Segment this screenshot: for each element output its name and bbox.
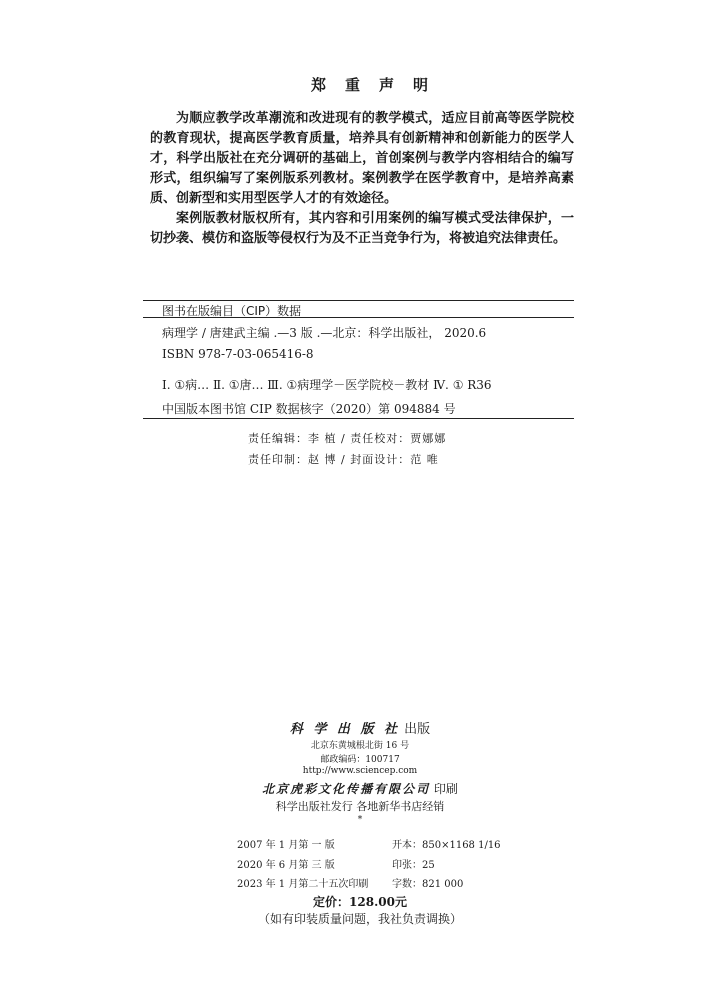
publisher-address: 北京东黄城根北街 16 号 [310, 741, 410, 751]
edition-spec: 开本：850×1168 1/16 [392, 840, 501, 851]
declaration-paragraph-2 [150, 209, 574, 249]
cip-bottom-rule [143, 418, 574, 419]
publisher-postcode: 邮政编码：100717 [320, 755, 400, 765]
printer-line [0, 780, 720, 797]
edition-line [237, 875, 463, 890]
publisher-logo-text: 科 学 出 版 社 [289, 722, 400, 737]
printer-logo-text: 北京虎彩文化传播有限公司 [262, 782, 431, 796]
cip-isbn-line: ISBN 978-7-03-065416-8 [162, 347, 314, 361]
edition-date: 2023 年 1 月第二十五次印刷 [237, 879, 369, 890]
cip-heading: 图书在版编目（CIP）数据 [162, 304, 302, 318]
quality-notice: （如有印装质量问题，我社负责调换） [257, 912, 462, 926]
edition-line [237, 836, 501, 851]
responsible-print-line: 责任印制：赵 博 / 封面设计：范 唯 [248, 453, 439, 466]
cip-record-line: 中国版本图书馆 CIP 数据核字（2020）第 094884 号 [162, 402, 456, 416]
distributor-line: 科学出版社发行 各地新华书店经销 [275, 800, 445, 813]
separator-star: * [357, 815, 363, 825]
edition-spec: 字数：821 000 [392, 879, 464, 890]
declaration-paragraph-2-text: 案例版教材版权所有，其内容和引用案例的编写模式受法律保护，一切抄袭、模仿和盗版等侵权行为及不正当竞争行为，将被追究法律责任。 [150, 211, 574, 246]
declaration-title: 郑重声明 [310, 76, 447, 94]
edition-spec: 印张：25 [392, 860, 435, 871]
printer-suffix: 印刷 [430, 782, 458, 796]
cip-heading-rule [143, 317, 574, 318]
cip-subject-line: Ⅰ. ①病… Ⅱ. ①唐… Ⅲ. ①病理学－医学院校－教材 Ⅳ. ① R36 [162, 378, 492, 392]
price-line: 定价：128.00元 [313, 895, 407, 909]
cip-top-rule [143, 300, 574, 301]
edition-date: 2020 年 6 月第 三 版 [237, 860, 335, 871]
edition-line [237, 856, 435, 871]
publisher-suffix: 出版 [399, 722, 431, 737]
publisher-line [0, 718, 720, 737]
declaration-paragraph-1 [150, 109, 574, 209]
declaration-paragraph-1-text: 为顺应教学改革潮流和改进现有的教学模式，适应目前高等医学院校的教育现状，提高医学教育质量，培养具有创新精神和创新能力的医学人才，科学出版社在充分调研的基础上，首创案例与教学内容相结合的编写形式，组织编写了案例版系列教材。案例教学在医学教育中，是培养高素质、创新型和实用型医学人才的有效途径。 [150, 111, 574, 206]
publisher-website: http://www.sciencep.com [302, 766, 418, 776]
responsible-editor-line: 责任编辑：李 植 / 责任校对：贾娜娜 [248, 432, 447, 445]
edition-date: 2007 年 1 月第 一 版 [237, 840, 335, 851]
cip-title-line: 病理学 / 唐建武主编 .—3 版 .—北京：科学出版社， 2020.6 [162, 326, 487, 340]
